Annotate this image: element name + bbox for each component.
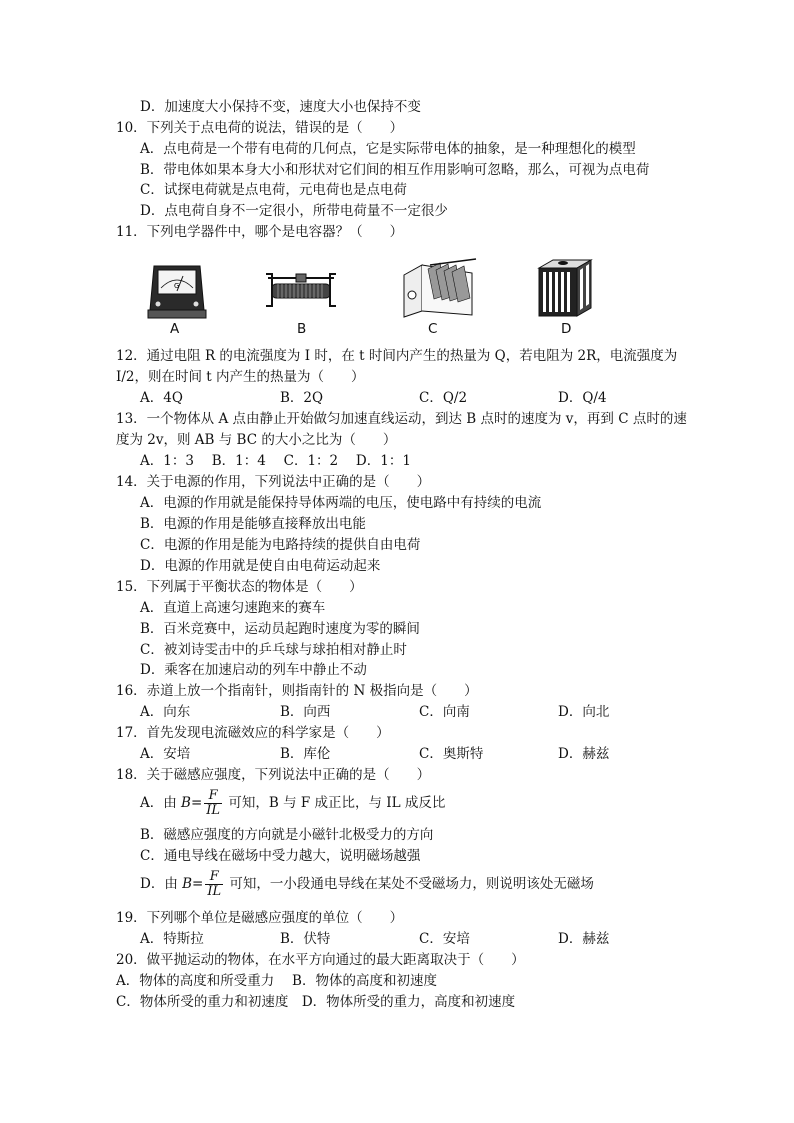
q16-option: C．向南 (419, 704, 470, 720)
q10-option-d: D．点电荷自身不一定很小，所带电荷量不一定很少 (140, 203, 448, 219)
question-19: 19．下列哪个单位是磁感应强度的单位（ ） (116, 910, 404, 926)
q18-option-a (140, 788, 445, 818)
formula-lhs: B (182, 876, 193, 892)
q15-option-a: A．直道上高速匀速跑来的赛车 (140, 600, 326, 616)
figure-label-b: B (297, 321, 307, 337)
q14-option-a: A．电源的作用就是能保持导体两端的电压，使电路中有持续的电流 (140, 495, 542, 511)
question-18: 18．关于磁感应强度，下列说法中正确的是（ ） (116, 767, 431, 783)
q18-option-d-suffix: 可知，一小段通电导线在某处不受磁场力，则说明该处无磁场 (225, 876, 594, 892)
q15-option-b: B．百米竞赛中，运动员起跑时速度为零的瞬间 (140, 621, 420, 637)
q19-option: B．伏特 (280, 931, 331, 947)
galvanometer-image (146, 260, 208, 320)
question-11: 11．下列电学器件中，哪个是电容器？（ ） (116, 224, 404, 240)
q10-option-c: C．试探电荷就是点电荷，元电荷也是点电荷 (140, 182, 407, 198)
q18-option-d (140, 869, 594, 899)
q16-option: B．向西 (280, 704, 331, 720)
rheostat-image (264, 270, 338, 310)
formula-fraction (204, 789, 222, 818)
formula-denominator: IL (206, 803, 221, 818)
q14-option-c: C．电源的作用是能为电路持续的提供自由电荷 (140, 537, 421, 553)
figure-label-a: A (170, 321, 180, 337)
question-13-line-2: 度为 2v，则 AB 与 BC 的大小之比为（ ） (116, 432, 397, 448)
question-16: 16．赤道上放一个指南针，则指南针的 N 极指向是（ ） (116, 683, 478, 699)
q17-option: B．库伦 (280, 746, 331, 762)
q16-option: D．向北 (558, 704, 610, 720)
figure-label-c: C (428, 321, 438, 337)
q18-option-a-suffix: 可知，B 与 F 成正比，与 IL 成反比 (224, 795, 446, 811)
q14-option-d: D．电源的作用就是使自由电荷运动起来 (140, 558, 381, 574)
q18-option-c: C．通电导线在磁场中受力越大，说明磁场越强 (140, 848, 421, 864)
question-17: 17．首先发现电流磁效应的科学家是（ ） (116, 725, 390, 741)
q17-option: D．赫兹 (558, 746, 610, 762)
q16-option: A．向东 (140, 704, 191, 720)
q10-option-a: A．点电荷是一个带有电荷的几何点，它是实际带电体的抽象，是一种理想化的模型 (140, 141, 636, 157)
question-12-line-1: 12．通过电阻 R 的电流强度为 I 时，在 t 时间内产生的热量为 Q，若电阻为 2R，电流强度为 (116, 348, 678, 364)
q19-options (0, 930, 794, 948)
q12-option: B．2Q (280, 390, 324, 406)
q12-option: A．4Q (140, 390, 183, 406)
question-20: 20．做平抛运动的物体，在水平方向通过的最大距离取决于（ ） (116, 952, 525, 968)
q17-option: A．安培 (140, 746, 191, 762)
formula-equals: = (192, 876, 204, 892)
q17-option: C．奥斯特 (419, 746, 484, 762)
q18-option-d-prefix: D．由 (140, 876, 183, 892)
q15-option-c: C．被刘诗雯击中的乒乓球与球拍相对静止时 (140, 642, 407, 658)
q12-option: D．Q/4 (558, 390, 607, 406)
question-14: 14．关于电源的作用，下列说法中正确的是（ ） (116, 474, 431, 490)
variable-capacitor-image (400, 255, 480, 321)
q19-option: D．赫兹 (558, 931, 610, 947)
q15-option-d: D．乘客在加速启动的列车中静止不动 (140, 662, 367, 678)
q9-option-d: D．加速度大小保持不变，速度大小也保持不变 (140, 99, 421, 115)
q10-option-b: B．带电体如果本身大小和形状对它们间的相互作用影响可忽略，那么，可视为点电荷 (140, 162, 650, 178)
q19-option: C．安培 (419, 931, 470, 947)
formula-lhs: B (181, 795, 191, 811)
q12-option: C．Q/2 (419, 390, 468, 406)
formula-denominator: IL (207, 884, 222, 899)
figure-label-d: D (561, 321, 572, 337)
battery-image (533, 256, 595, 320)
formula-numerator: F (205, 870, 223, 885)
formula-fraction (205, 870, 223, 899)
question-15: 15．下列属于平衡状态的物体是（ ） (116, 579, 363, 595)
q12-options (0, 389, 794, 407)
q16-options (0, 703, 794, 721)
q20-options-cd: C．物体所受的重力和初速度 D．物体所受的重力，高度和初速度 (116, 994, 516, 1010)
q14-option-b: B．电源的作用是能够直接释放出电能 (140, 516, 366, 532)
q20-options-ab: A．物体的高度和所受重力 B．物体的高度和初速度 (116, 973, 437, 989)
q17-options (0, 745, 794, 763)
q19-option: A．特斯拉 (140, 931, 204, 947)
q13-options: A．1：3 B．1：4 C．1：2 D．1：1 (140, 453, 411, 469)
question-12-line-2: I/2，则在时间 t 内产生的热量为（ ） (116, 369, 365, 385)
formula-numerator: F (204, 789, 222, 804)
formula-equals: = (190, 795, 203, 811)
question-13-line-1: 13．一个物体从 A 点由静止开始做匀加速直线运动，到达 B 点时的速度为 v，再到 C 点时的速 (116, 411, 687, 427)
q18-option-b: B．磁感应强度的方向就是小磁针北极受力的方向 (140, 827, 434, 843)
question-10: 10．下列关于点电荷的说法，错误的是（ ） (116, 120, 404, 136)
q18-option-a-prefix: A．由 (140, 795, 182, 811)
meter-label: G (174, 282, 180, 290)
